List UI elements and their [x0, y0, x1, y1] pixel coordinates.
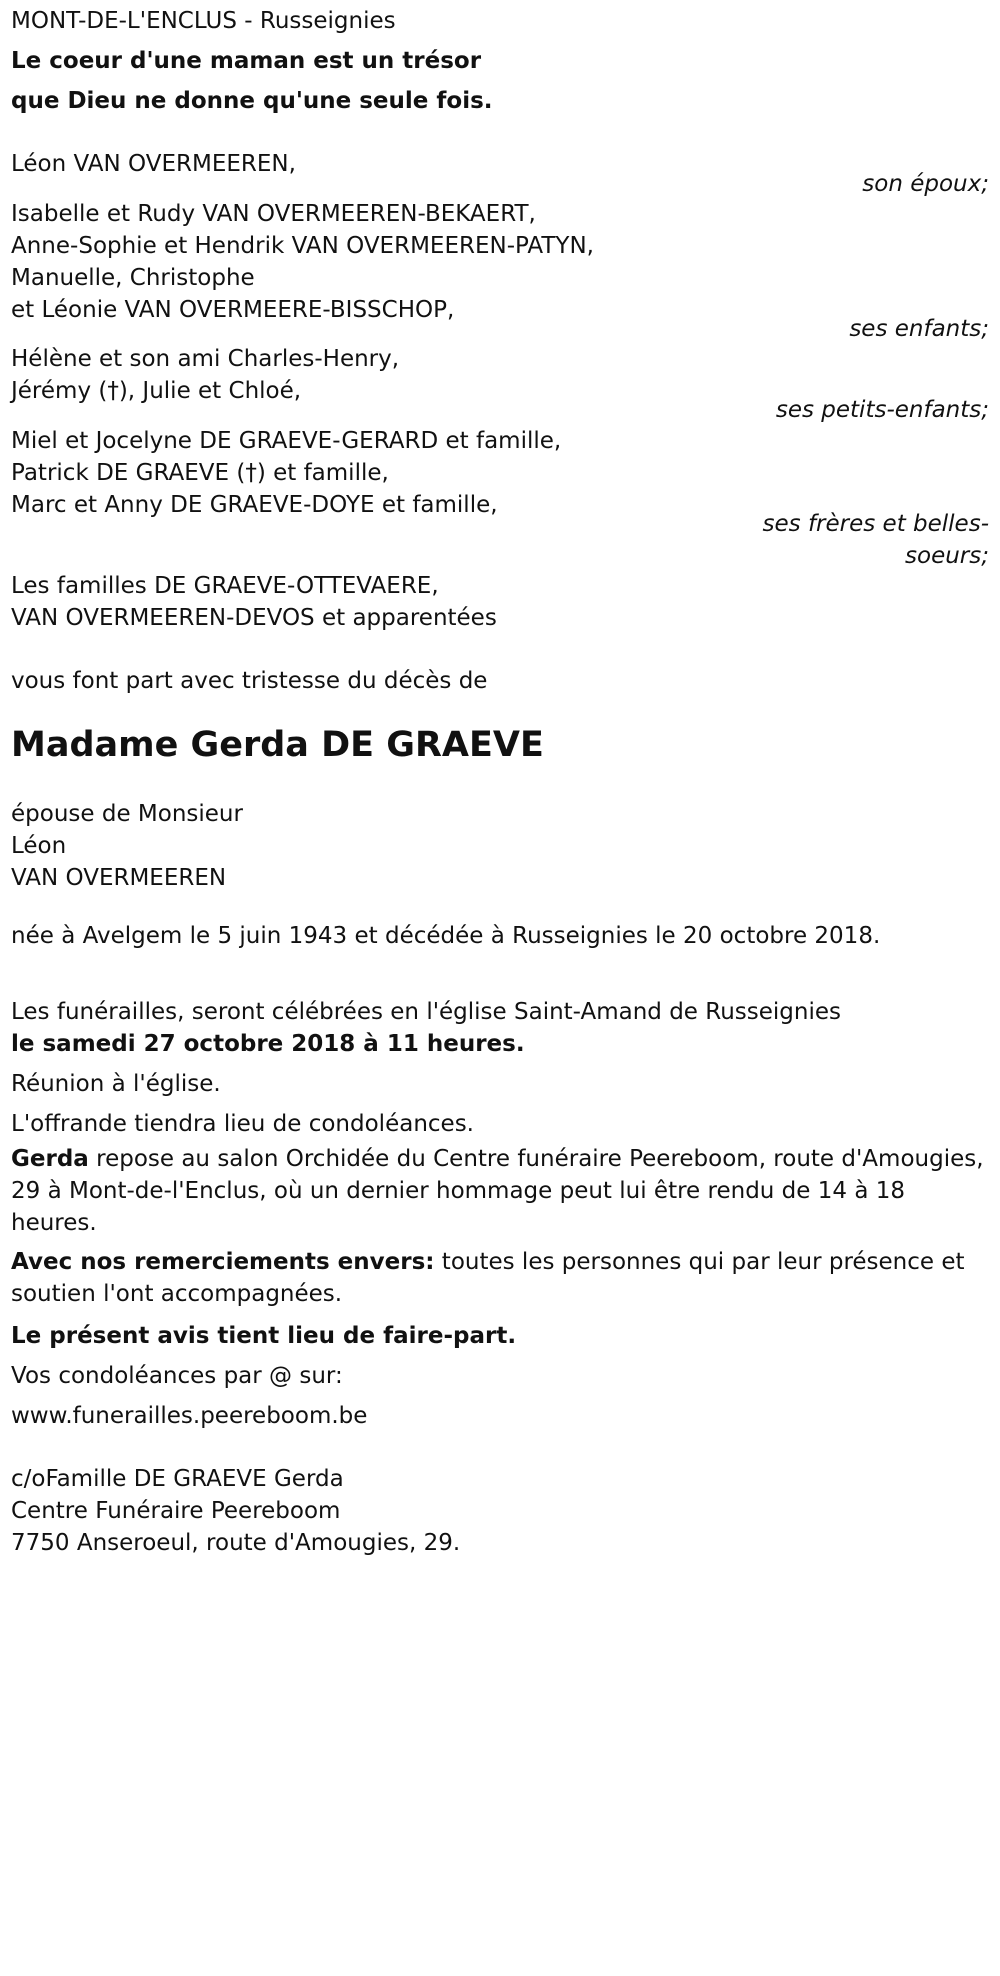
- website-text: www.funerailles.peereboom.be: [11, 1403, 368, 1429]
- families-line: VAN OVERMEEREN-DEVOS et apparentées: [11, 605, 497, 631]
- thanks-paragraph: [11, 1246, 986, 1310]
- spouse-role: son époux;: [862, 171, 989, 197]
- funeral-date: le samedi 27 octobre 2018 à 11 heures.: [11, 1031, 525, 1057]
- families-line: Les familles DE GRAEVE-OTTEVAERE,: [11, 573, 439, 599]
- sibling-line: Miel et Jocelyne DE GRAEVE-GERARD et famille,: [11, 428, 562, 454]
- children-role: ses enfants;: [849, 316, 989, 342]
- address-line-3: 7750 Anseroeul, route d'Amougies, 29.: [11, 1530, 461, 1556]
- sibling-line: Patrick DE GRAEVE (†) et famille,: [11, 460, 389, 486]
- grandchild-line: Hélène et son ami Charles-Henry,: [11, 346, 400, 372]
- announcement-text: vous font part avec tristesse du décès de: [11, 668, 488, 694]
- siblings-role-line-2: soeurs;: [905, 543, 989, 569]
- grandchild-line: Jérémy (†), Julie et Chloé,: [11, 378, 302, 404]
- rest-name: Gerda: [11, 1146, 89, 1172]
- notice-text: Le présent avis tient lieu de faire-part.: [11, 1323, 517, 1349]
- funeral-line: Les funérailles, seront célébrées en l'église Saint-Amand de Russeignies: [11, 999, 841, 1025]
- spouse-of-line: VAN OVERMEEREN: [11, 865, 227, 891]
- rest-text: repose au salon Orchidée du Centre funéraire Peereboom, route d'Amougies, 29 à Mont-de-l'Enclus, où un dernier hommage peut lui être rendu de 14 à 18 heures.: [11, 1146, 984, 1236]
- spouse-of-line: épouse de Monsieur: [11, 801, 243, 827]
- spouse-of-line: Léon: [11, 833, 67, 859]
- location-header: MONT-DE-L'ENCLUS - Russeignies: [11, 8, 396, 34]
- address-line-1: c/oFamille DE GRAEVE Gerda: [11, 1466, 344, 1492]
- birth-death-text: née à Avelgem le 5 juin 1943 et décédée à Russeignies le 20 octobre 2018.: [11, 923, 881, 949]
- thanks-text: toutes les personnes qui par leur présence et soutien l'ont accompagnées.: [11, 1249, 965, 1307]
- offering-text: L'offrande tiendra lieu de condoléances.: [11, 1111, 474, 1137]
- sibling-line: Marc et Anny DE GRAEVE-DOYE et famille,: [11, 492, 498, 518]
- quote-line-1: Le coeur d'une maman est un trésor: [11, 48, 482, 74]
- address-line-2: Centre Funéraire Peereboom: [11, 1498, 341, 1524]
- siblings-role-line-1: ses frères et belles-: [762, 511, 989, 537]
- child-line: Manuelle, Christophe: [11, 265, 255, 291]
- deceased-name: Madame Gerda DE GRAEVE: [11, 725, 544, 765]
- spouse-name: Léon VAN OVERMEEREN,: [11, 151, 296, 177]
- child-line: et Léonie VAN OVERMEERE-BISSCHOP,: [11, 297, 455, 323]
- quote-line-2: que Dieu ne donne qu'une seule fois.: [11, 88, 493, 114]
- child-line: Isabelle et Rudy VAN OVERMEEREN-BEKAERT,: [11, 201, 536, 227]
- thanks-label: Avec nos remerciements envers:: [11, 1249, 435, 1275]
- meeting-text: Réunion à l'église.: [11, 1071, 221, 1097]
- grandchildren-role: ses petits-enfants;: [775, 397, 989, 423]
- rest-paragraph: [11, 1143, 986, 1239]
- child-line: Anne-Sophie et Hendrik VAN OVERMEEREN-PATYN,: [11, 233, 594, 259]
- condolences-text: Vos condoléances par @ sur:: [11, 1363, 343, 1389]
